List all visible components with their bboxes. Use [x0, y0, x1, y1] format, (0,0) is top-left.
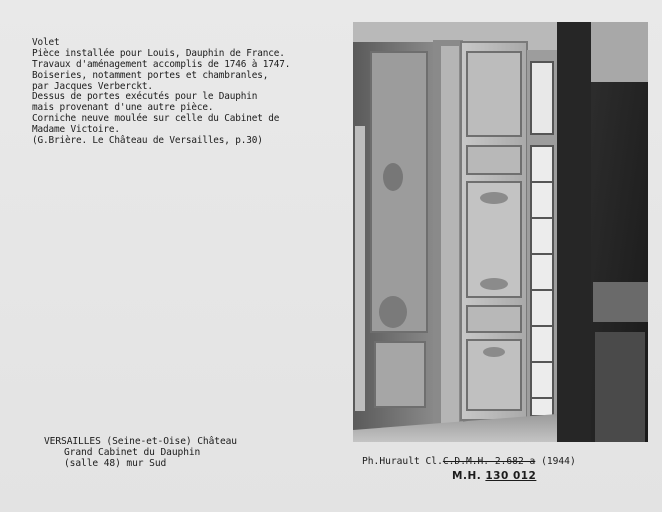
note-line-6: Dessus de portes exécutés pour le Dauphin — [32, 91, 258, 103]
mh-prefix: M.H. — [452, 470, 482, 482]
note-line-5: par Jacques Verberckt. — [32, 80, 153, 92]
struck-reference: C.D.M.H. 2.682 a — [442, 456, 536, 467]
caption-line-3: (salle 48) mur Sud — [64, 458, 167, 470]
note-line-1: Volet — [32, 37, 60, 48]
note-line-3: Travaux d'aménagement accomplis de 1746 à 1747. — [32, 58, 291, 70]
caption-line-1: VERSAILLES (Seine-et-Oise) Château — [44, 436, 237, 447]
credit-year: (1944) — [541, 456, 576, 467]
photo-illustration — [353, 22, 648, 442]
note-line-8: Corniche neuve moulée sur celle du Cabinet de — [32, 113, 280, 125]
mh-reference — [452, 470, 536, 482]
note-line-10: (G.Brière. Le Château de Versailles, p.30) — [32, 135, 263, 147]
location-caption — [44, 436, 237, 470]
photographer: Ph.Hurault Cl. — [362, 456, 443, 467]
note-line-4: Boiseries, notamment portes et chambranles, — [32, 69, 269, 81]
note-line-2: Pièce installée pour Louis, Dauphin de France. — [32, 47, 285, 59]
photograph — [353, 22, 648, 442]
mh-number: 130 012 — [485, 470, 537, 482]
photo-credit — [362, 456, 576, 467]
note-line-7: mais provenant d'une autre pièce. — [32, 102, 214, 114]
description-note — [32, 38, 332, 147]
caption-line-2: Grand Cabinet du Dauphin — [64, 447, 201, 459]
note-line-9: Madame Victoire. — [32, 124, 120, 136]
